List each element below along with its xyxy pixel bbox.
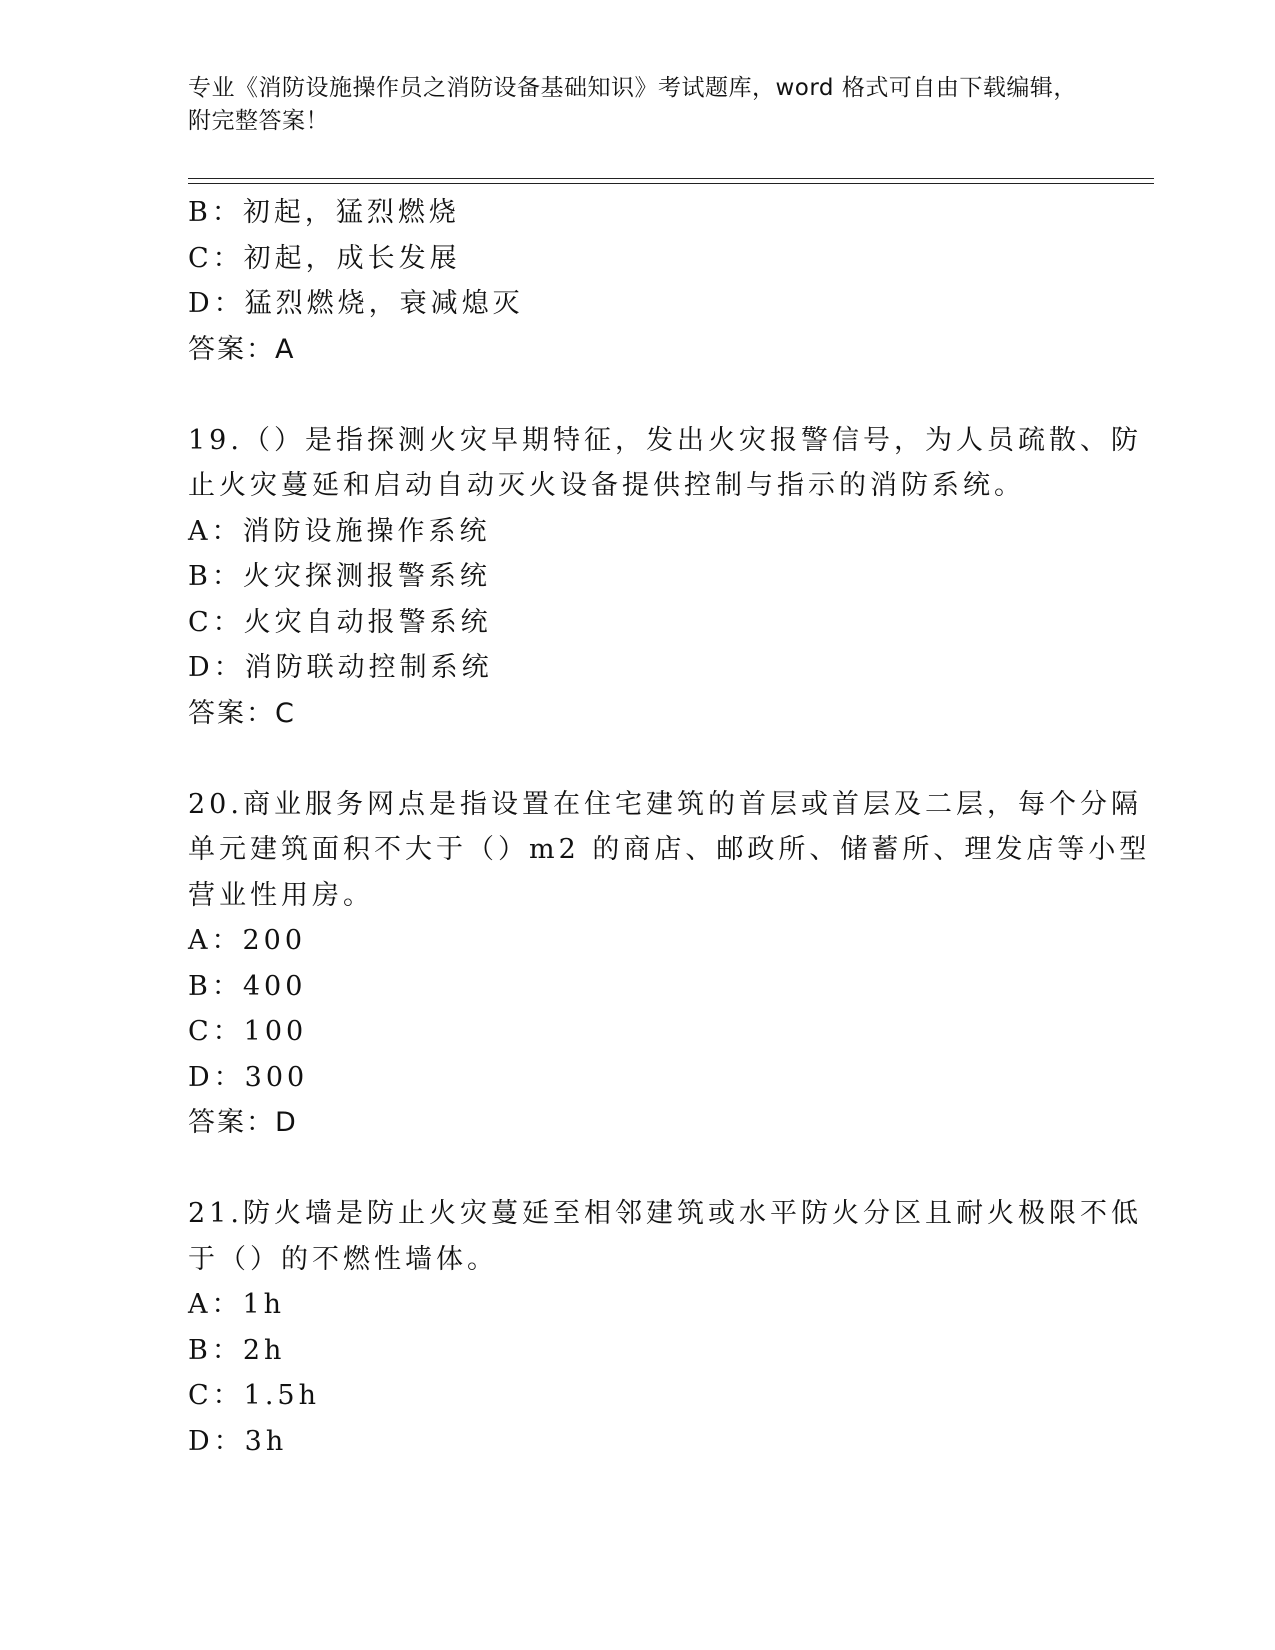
answer-line: 答案：C (188, 697, 296, 729)
question-stem-line: 于（）的不燃性墙体。 (188, 1243, 498, 1275)
header-rule-bottom (188, 183, 1154, 184)
question-21 (188, 1191, 1142, 1464)
answer-line: 答案：D (188, 1107, 298, 1138)
question-stem-line: 20.商业服务网点是指设置在住宅建筑的首层或首层及二层，每个分隔 (188, 788, 1142, 820)
option-c: C：火灾自动报警系统 (188, 606, 492, 638)
question-stem-line: 21.防火墙是防止火灾蔓延至相邻建筑或水平防火分区且耐火极限不低 (188, 1198, 1142, 1229)
option-d: D：300 (188, 1061, 309, 1093)
spacer (188, 1146, 1088, 1192)
question-stem-line: 单元建筑面积不大于（）m2 的商店、邮政所、储蓄所、理发店等小型 (188, 834, 1151, 865)
question-list (188, 190, 1151, 1464)
option-d: D：猛烈燃烧，衰减熄灭 (188, 288, 524, 319)
option-b: B：初起，猛烈燃烧 (188, 197, 460, 228)
question-19 (188, 418, 1142, 737)
answer-line: 答案：A (188, 333, 296, 365)
option-b: B：2h (188, 1334, 286, 1366)
option-a: A：1h (188, 1289, 286, 1320)
option-a: A：200 (188, 925, 307, 956)
question-stem-line: 止火灾蔓延和启动自动灭火设备提供控制与指示的消防系统。 (188, 470, 1025, 501)
option-b: B：火灾探测报警系统 (188, 561, 491, 592)
spacer (188, 736, 1088, 782)
question-stem-line: 19.（）是指探测火灾早期特征，发出火灾报警信号，为人员疏散、防 (188, 424, 1142, 456)
spacer (188, 372, 1088, 418)
option-d: D：3h (188, 1425, 288, 1457)
header-rule-top (188, 178, 1154, 179)
question-20 (188, 782, 1151, 1146)
document-header (188, 72, 1078, 138)
option-c: C：100 (188, 1016, 308, 1047)
option-c: C：初起，成长发展 (188, 242, 461, 274)
option-d: D：消防联动控制系统 (188, 652, 493, 683)
question-18-partial (188, 190, 1088, 372)
option-c: C：1.5h (188, 1380, 320, 1411)
option-a: A：消防设施操作系统 (188, 515, 491, 547)
option-b: B：400 (188, 970, 307, 1002)
header-text: 专业《消防设施操作员之消防设备基础知识》考试题库，word 格式可自由下载编辑，附完整答案！ (188, 75, 1077, 134)
question-stem-line: 营业性用房。 (188, 879, 374, 911)
